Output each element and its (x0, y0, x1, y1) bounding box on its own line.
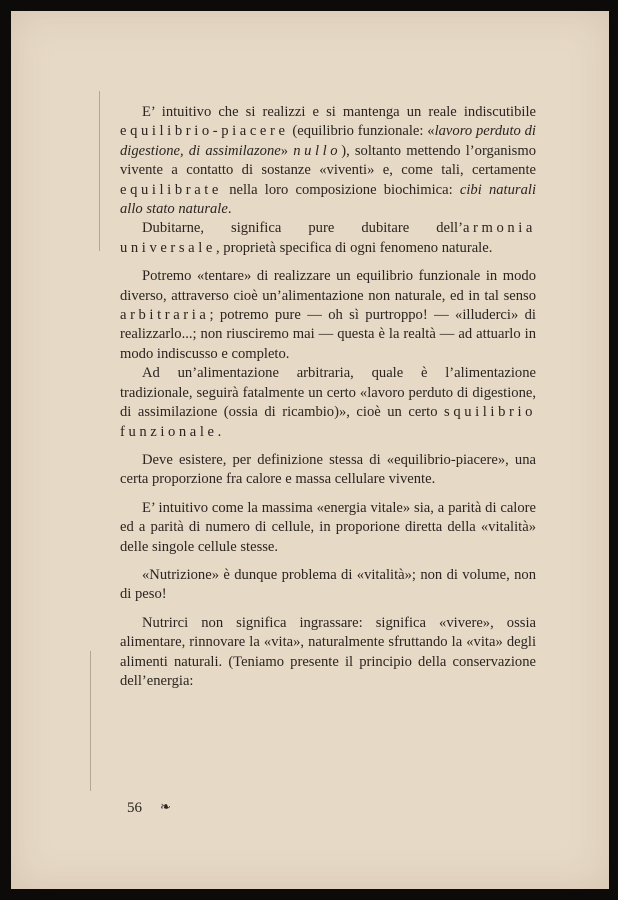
italic-spaced-term: nullo (293, 142, 342, 159)
paragraph-6: E’ intuitivo come la massima «energia vitale» sia, a parità di calore ed a parità di numero di cellule, in proporione diretta della «vitalità» delle singole cellule stesse. (120, 499, 536, 555)
text-span: Potremo «tentare» di realizzare un equilibrio funzionale in modo diverso, attraverso cioè un’alimentazione non naturale, ed in tal senso (120, 268, 536, 304)
paragraph-4 (120, 364, 536, 442)
paragraph-1 (120, 103, 536, 219)
text-span: . (217, 423, 222, 440)
spaced-term: armonia universale (120, 220, 536, 256)
paragraph-3 (120, 267, 536, 364)
spaced-term: arbitraria (120, 307, 210, 324)
text-span: ), soltanto mettendo l’organismo vivente a contatto di sostanze «viventi» e, come tali, certamente (120, 142, 536, 179)
text-span: » (280, 142, 294, 159)
text-span: Dubitarne, significa pure dubitare dell’ (142, 220, 463, 237)
text-span: ; potremo pure — oh sì purtroppo! — «illuderci» di realizzarlo...; non riusciremo mai — questa è la realtà — ad attuarlo in modo indiscusso e completo. (120, 307, 536, 362)
text-span: nella loro composizione biochimica: (222, 181, 460, 198)
paragraph-5: Deve esistere, per definizione stessa di «equilibrio-piacere», una certa proporzione fra calore e massa cellulare vivente. (120, 451, 536, 488)
spaced-term: squilibrio funzionale (120, 404, 536, 440)
text-span: Ad un’alimentazione arbitraria, quale è l’alimentazione tradizionale, seguirà fatalmente un certo «lavoro perduto di digestione, di assimilazione (ossia di ricambio)», cioè un certo (120, 365, 536, 421)
text-span: . (227, 201, 232, 218)
margin-mark-left (99, 91, 100, 251)
italic-text: lavoro perduto di digestione, di assimilazone (120, 123, 536, 159)
spaced-term: equilibrio-piacere (120, 123, 289, 140)
margin-mark-left-lower (90, 651, 91, 791)
fleuron-icon: ❧ (160, 800, 171, 815)
body-text (120, 103, 536, 691)
text-span: (equilibrio funzionale: « (288, 123, 435, 140)
italic-text: cibi naturali allo stato naturale (120, 181, 536, 218)
text-span: , proprietà specifica di ogni fenomeno naturale. (215, 239, 493, 256)
page-number: 56 (127, 800, 142, 816)
spaced-term: equilibrate (120, 181, 223, 198)
text-span: E’ intuitivo che si realizzi e si mantenga un reale indiscutibile (142, 104, 536, 120)
paragraph-8: Nutrirci non significa ingrassare: significa «vivere», ossia alimentare, rinnovare la «vita», naturalmente sfruttando la «vita» degli alimenti naturali. (Teniamo presente il principio della conservazione dell’energia: (120, 614, 536, 689)
paragraph-7: «Nutrizione» è dunque problema di «vitalità»; non di volume, non di peso! (120, 566, 536, 603)
paragraph-2 (120, 219, 536, 258)
